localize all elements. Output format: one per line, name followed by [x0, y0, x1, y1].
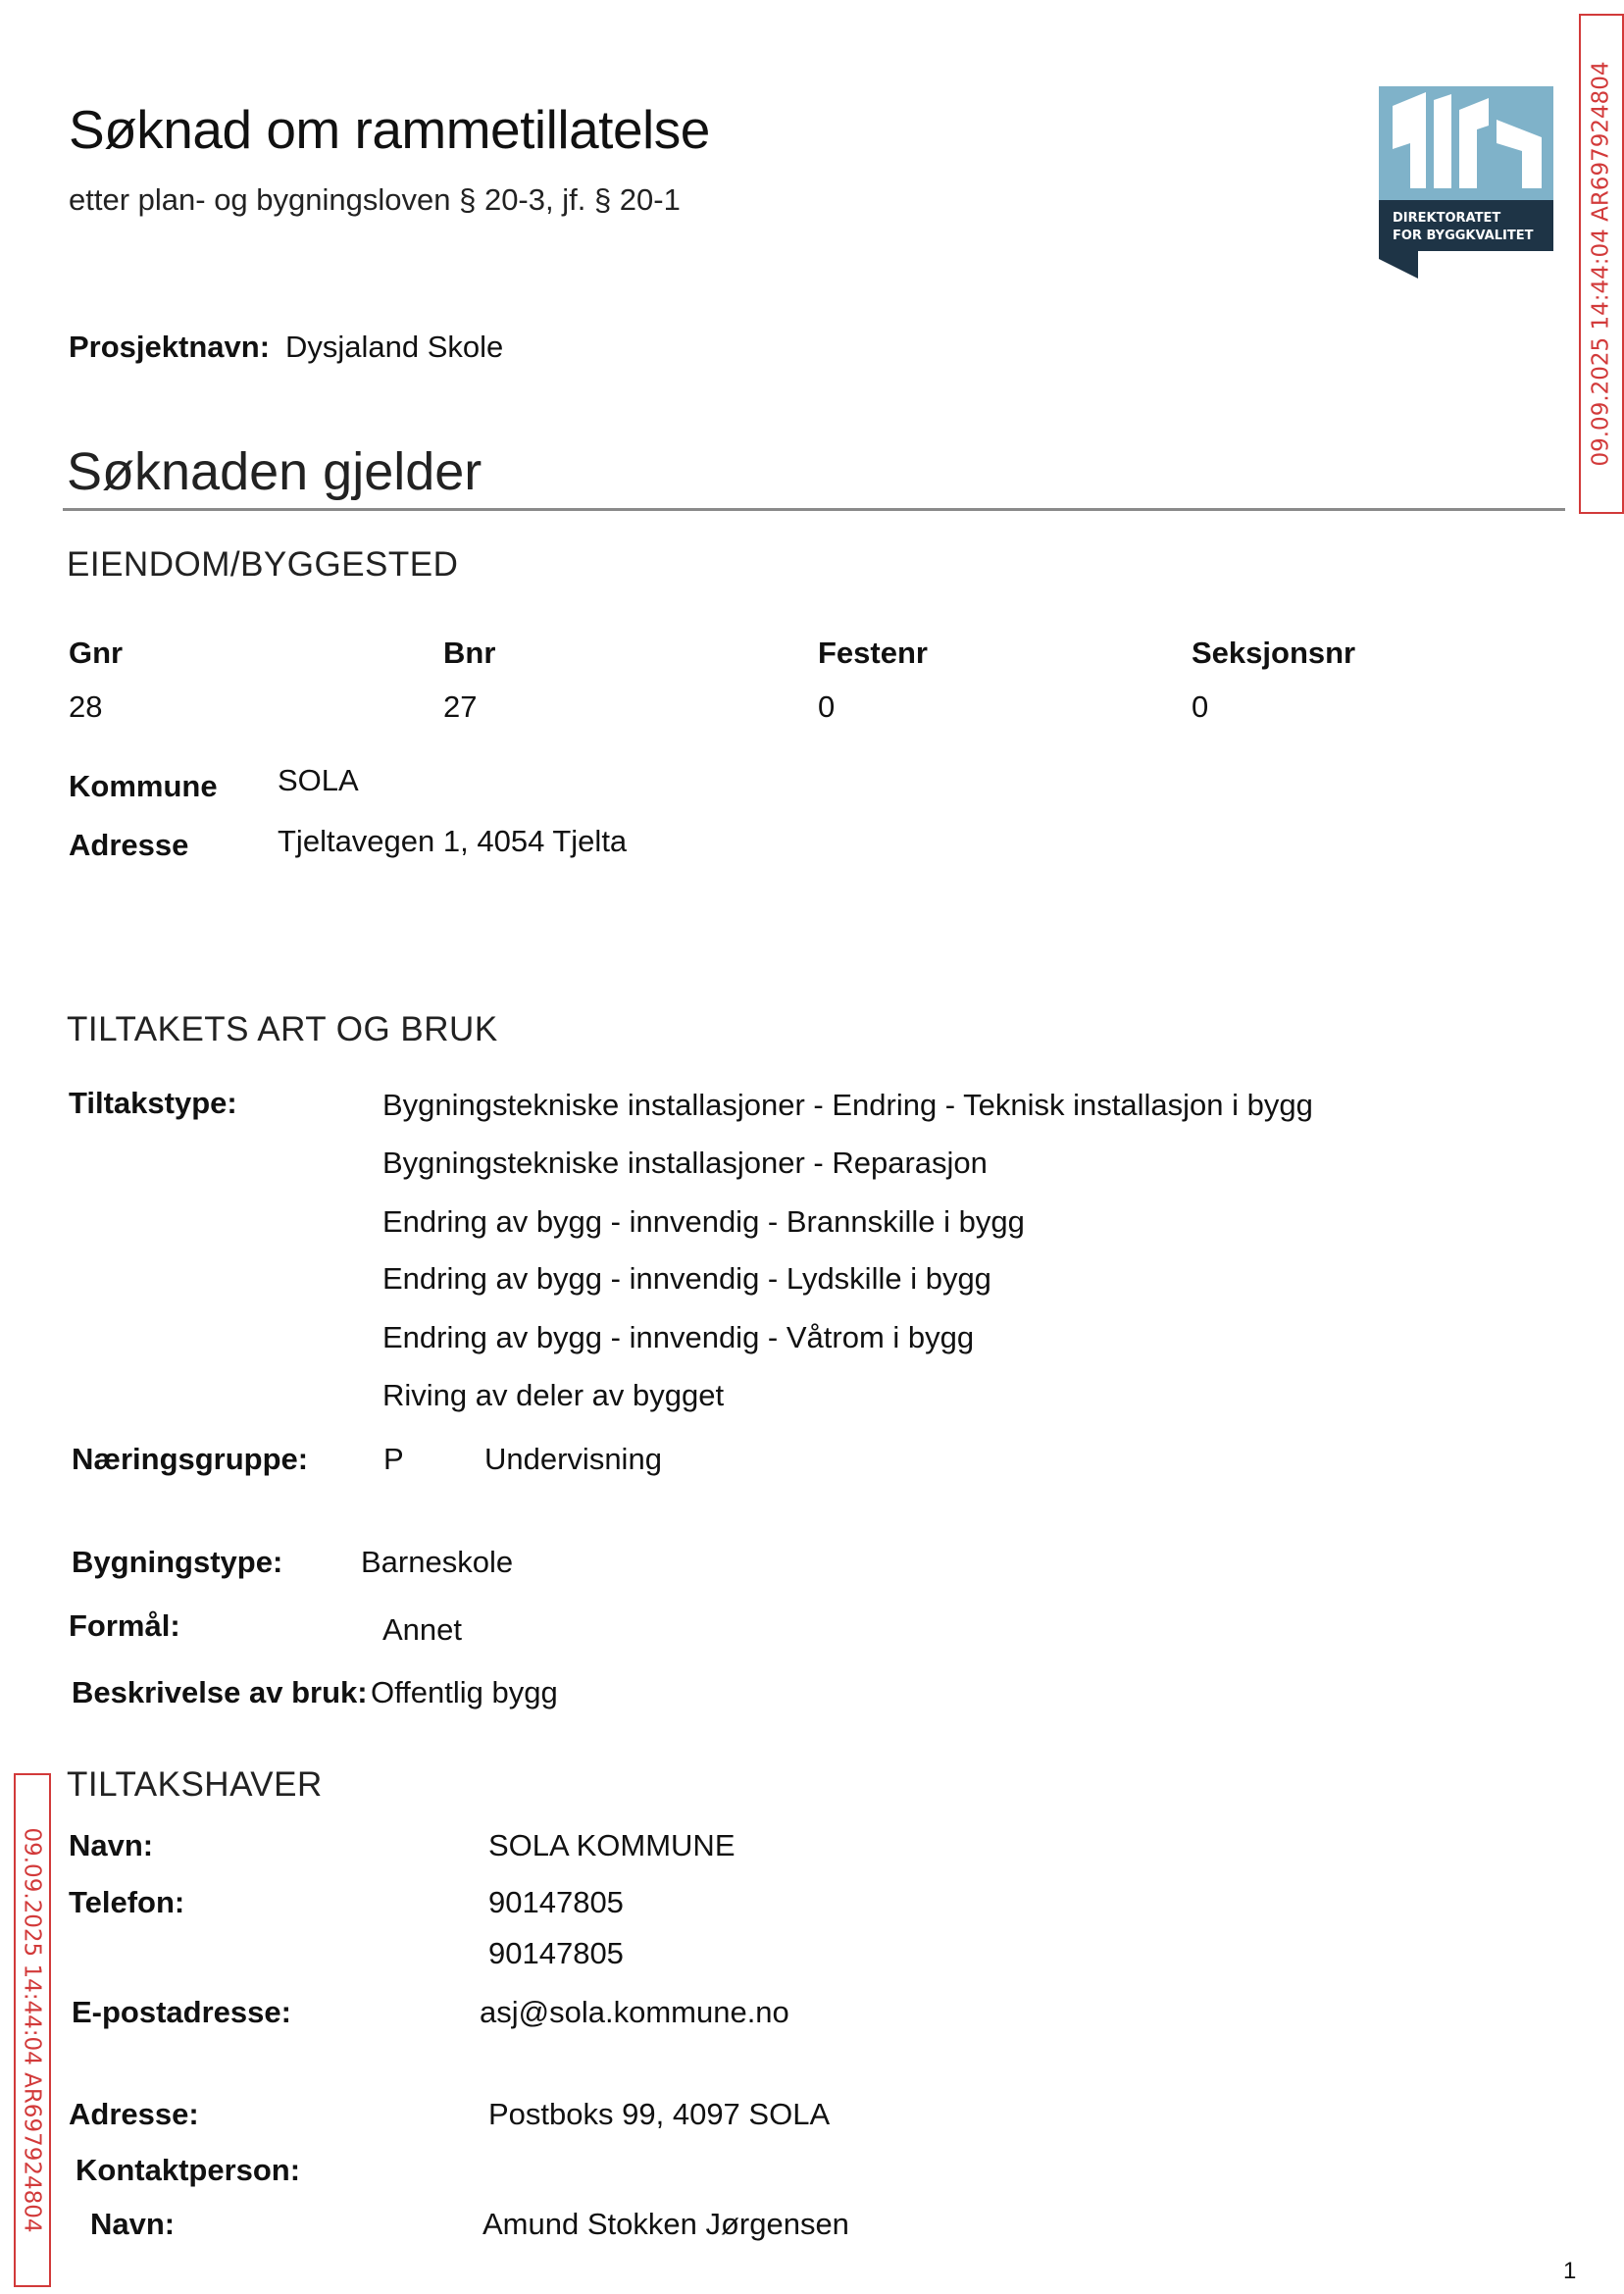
naeringsgruppe-label: Næringsgruppe:	[72, 1442, 309, 1476]
seksjonsnr-value: 0	[1192, 689, 1209, 724]
naeringsgruppe-value: Undervisning	[484, 1442, 662, 1476]
tiltakshaver-adresse-value: Postboks 99, 4097 SOLA	[488, 2097, 831, 2131]
tiltakstype-item: Endring av bygg - innvendig - Brannskille i bygg	[382, 1204, 1025, 1239]
tiltakshaver-navn-value: SOLA KOMMUNE	[488, 1828, 736, 1862]
epost-value: asj@sola.kommune.no	[480, 1995, 789, 2029]
telefon-value: 90147805	[488, 1885, 624, 1919]
kontaktperson-label: Kontaktperson:	[76, 2153, 301, 2187]
bnr-label: Bnr	[443, 636, 496, 670]
adresse-label: Adresse	[69, 828, 189, 862]
tiltakstype-item: Bygningstekniske installasjoner - Reparasjon	[382, 1146, 988, 1180]
bruk-value: Offentlig bygg	[371, 1675, 558, 1709]
kommune-label: Kommune	[69, 769, 218, 803]
gnr-value: 28	[69, 689, 103, 724]
kontaktperson-navn-value: Amund Stokken Jørgensen	[482, 2207, 849, 2241]
epost-label: E-postadresse:	[72, 1995, 291, 2029]
bygningstype-label: Bygningstype:	[72, 1545, 283, 1579]
tiltakshaver-navn-label: Navn:	[69, 1828, 154, 1862]
seksjonsnr-label: Seksjonsnr	[1192, 636, 1356, 670]
date-stamp-right	[1579, 14, 1624, 514]
bygningstype-value: Barneskole	[361, 1545, 514, 1579]
dibk-logo	[1379, 86, 1553, 279]
project-name-label: Prosjektnavn:	[69, 330, 271, 364]
tiltakshaver-heading: TILTAKSHAVER	[67, 1765, 323, 1804]
tiltakstype-item: Bygningstekniske installasjoner - Endring - Teknisk installasjon i bygg	[382, 1088, 1313, 1122]
kommune-value: SOLA	[278, 763, 359, 797]
bnr-value: 27	[443, 689, 478, 724]
tiltakstype-item: Riving av deler av bygget	[382, 1378, 725, 1412]
logo-text-line2: FOR BYGGKVALITET	[1393, 229, 1534, 243]
tiltakstype-label: Tiltakstype:	[69, 1086, 237, 1120]
formal-label: Formål:	[69, 1608, 180, 1643]
telefon-label: Telefon:	[69, 1885, 185, 1919]
dibk-logo-graphic	[1379, 86, 1553, 279]
date-stamp-left	[14, 1773, 51, 2287]
date-stamp-right-text: 09.09.2025 14:44:04 AR697924804	[1589, 61, 1614, 467]
project-name-value: Dysjaland Skole	[285, 330, 504, 364]
page-number: 1	[1563, 2258, 1577, 2284]
tiltak-heading: TILTAKETS ART OG BRUK	[67, 1010, 498, 1048]
logo-text-line1: DIREKTORATET	[1393, 211, 1501, 226]
gnr-label: Gnr	[69, 636, 124, 670]
tiltakshaver-adresse-label: Adresse:	[69, 2097, 199, 2131]
festenr-label: Festenr	[818, 636, 928, 670]
document-subtitle: etter plan- og bygningsloven § 20-3, jf. § 20-1	[69, 182, 681, 217]
adresse-value: Tjeltavegen 1, 4054 Tjelta	[278, 824, 628, 858]
festenr-value: 0	[818, 689, 836, 724]
tiltakstype-item: Endring av bygg - innvendig - Lydskille i bygg	[382, 1261, 991, 1296]
date-stamp-left-text: 09.09.2025 14:44:04 AR697924804	[20, 1827, 45, 2233]
section-heading: Søknaden gjelder	[67, 442, 482, 501]
formal-value: Annet	[382, 1612, 463, 1647]
property-heading: EIENDOM/BYGGESTED	[67, 545, 459, 584]
document-title: Søknad om rammetillatelse	[69, 99, 710, 160]
kontaktperson-navn-label: Navn:	[90, 2207, 176, 2241]
tiltakstype-item: Endring av bygg - innvendig - Våtrom i bygg	[382, 1320, 975, 1354]
section-divider	[63, 508, 1565, 511]
telefon-value-2: 90147805	[488, 1936, 624, 1970]
bruk-label: Beskrivelse av bruk:	[72, 1675, 368, 1709]
naeringsgruppe-code: P	[383, 1442, 404, 1476]
